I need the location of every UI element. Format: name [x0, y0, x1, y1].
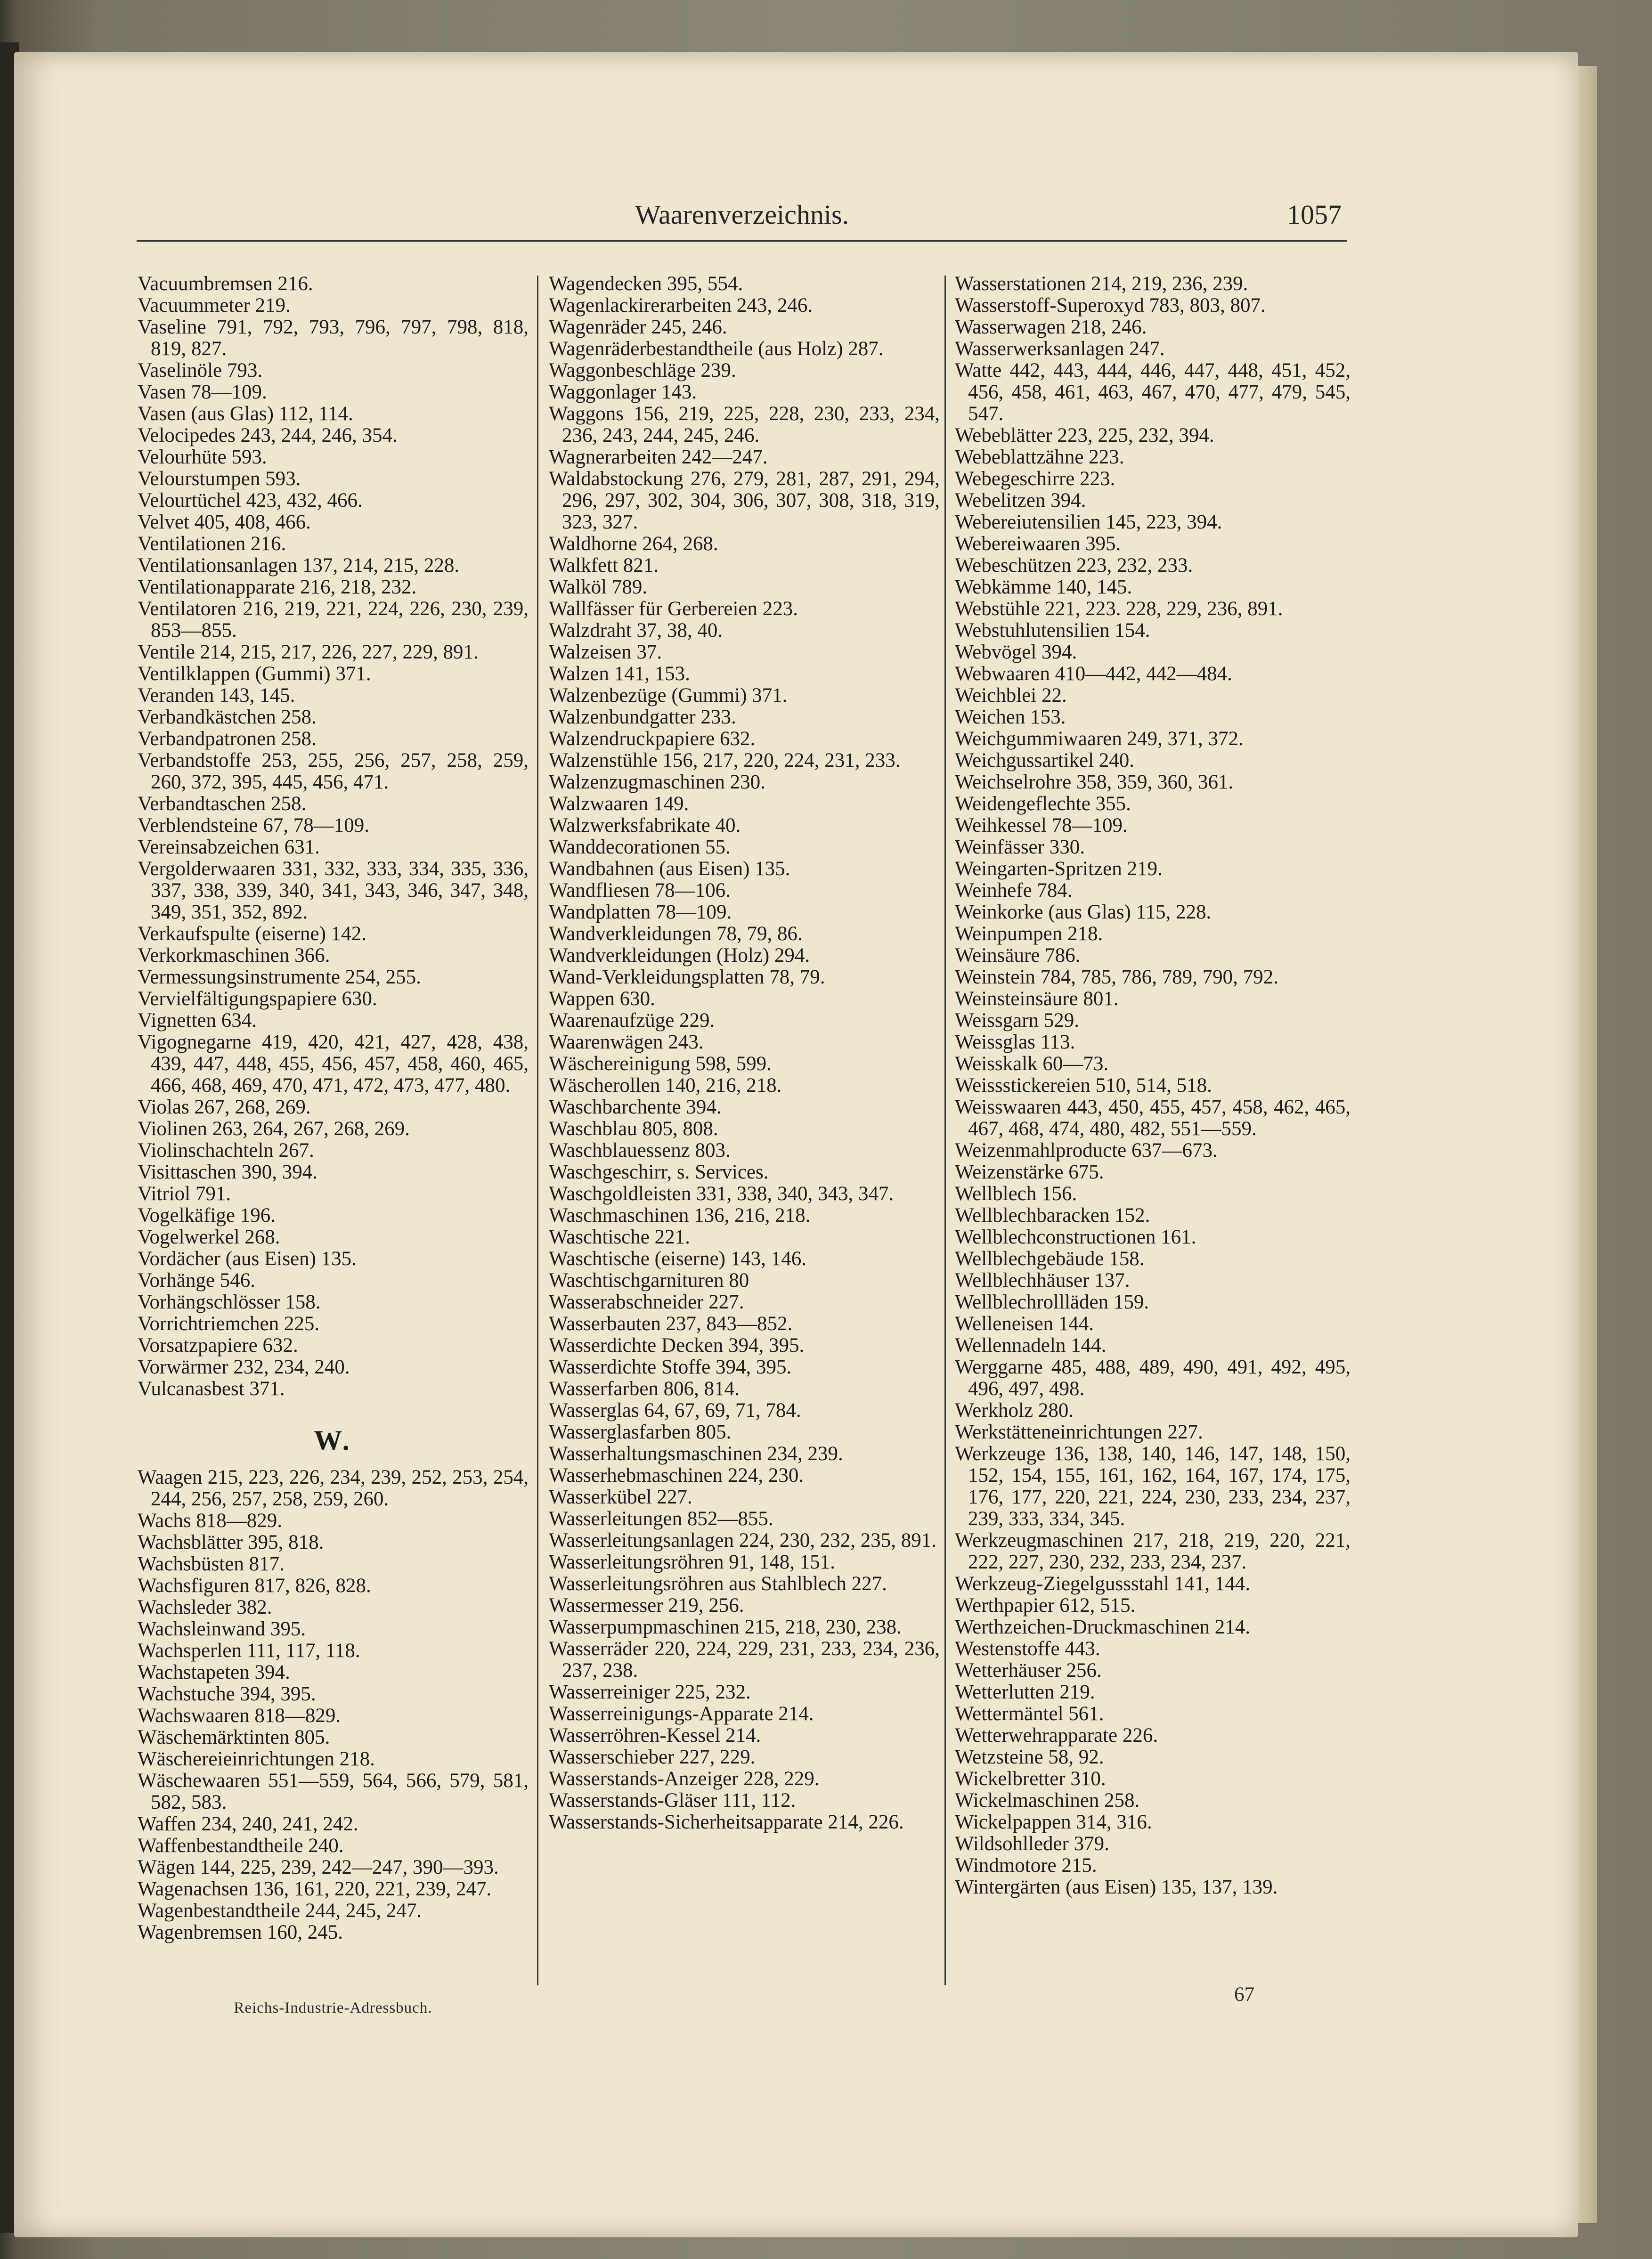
index-entry: Wellblechconstructionen 161. — [955, 1226, 1196, 1248]
index-entry: Wäscherollen 140, 216, 218. — [549, 1074, 782, 1097]
index-entry: Verbandkästchen 258. — [138, 706, 317, 728]
index-entry: Wallfässer für Gerbereien 223. — [549, 598, 798, 620]
index-entry: Wasserstands-Anzeiger 228, 229. — [549, 1768, 820, 1790]
index-entry: Wellblechhäuser 137. — [955, 1269, 1130, 1292]
index-entry: Walzwerksfabrikate 40. — [549, 814, 741, 837]
index-entry: Wasserglasfarben 805. — [549, 1421, 732, 1443]
index-entry: Vergolderwaaren 331, 332, 333, 334, 335, 336, 337, 338, 339, 340, 341, 343, 346, 347, 348, 349, 351, 352, 892. — [138, 858, 529, 923]
index-entry: Wagnerarbeiten 242—247. — [549, 446, 768, 468]
index-entry: Wasserstoff-Superoxyd 783, 803, 807. — [955, 294, 1266, 317]
index-entry: Weingarten-Spritzen 219. — [955, 858, 1163, 880]
index-entry: Weissgarn 529. — [955, 1009, 1080, 1032]
index-entry: Vermessungsinstrumente 254, 255. — [138, 966, 421, 988]
index-entry: Waschgeschirr, s. Services. — [549, 1161, 769, 1183]
index-entry: Waschtische (eiserne) 143, 146. — [549, 1248, 806, 1270]
index-entry: Weidengeflechte 355. — [955, 793, 1131, 815]
index-entry: Walkfett 821. — [549, 554, 659, 577]
index-entry: Violinschachteln 267. — [138, 1139, 314, 1162]
index-entry: Weinhefe 784. — [955, 879, 1073, 902]
index-entry: Wasserhaltungsmaschinen 234, 239. — [549, 1443, 843, 1465]
index-entry: Wachsleinwand 395. — [138, 1618, 306, 1640]
index-entry: Wasserstands-Sicherheitsapparate 214, 226. — [549, 1811, 904, 1833]
index-entry: Wintergärten (aus Eisen) 135, 137, 139. — [955, 1876, 1278, 1898]
index-entry: Wickelpappen 314, 316. — [955, 1811, 1152, 1833]
index-entry: Waschtischgarnituren 80 — [549, 1269, 749, 1292]
index-entry: Weisskalk 60—73. — [955, 1053, 1109, 1075]
index-entry: Westenstoffe 443. — [955, 1638, 1100, 1660]
index-entry: Webstuhlutensilien 154. — [955, 619, 1150, 642]
index-entry: Wäschewaaren 551—559, 564, 566, 579, 581, 582, 583. — [138, 1770, 529, 1813]
index-entry: Wäschemärktinten 805. — [138, 1726, 330, 1748]
index-column-2 — [549, 273, 940, 1833]
index-entry: Weissstickereien 510, 514, 518. — [955, 1074, 1212, 1097]
index-entry: Vorhänge 546. — [138, 1269, 256, 1292]
index-entry: Werkzeuge 136, 138, 140, 146, 147, 148, 150, 152, 154, 155, 161, 162, 164, 167, 174, 175, 176, 177, 220, 221, 224, 230, 233, 234, 237, 239, 333, 334, 345. — [955, 1443, 1351, 1530]
index-entry: Wachsbüsten 817. — [138, 1553, 285, 1575]
index-entry: Weichgussartikel 240. — [955, 749, 1135, 772]
index-entry: Welleneisen 144. — [955, 1313, 1094, 1335]
index-entry: Wellblechgebäude 158. — [955, 1248, 1145, 1270]
index-entry: Violas 267, 268, 269. — [138, 1096, 311, 1118]
index-entry: Vacuummeter 219. — [138, 294, 291, 317]
sheet-signature-number: 67 — [1234, 1983, 1254, 2006]
index-entry: Webeschützen 223, 232, 233. — [955, 554, 1193, 577]
index-entry: Wasserwagen 218, 246. — [955, 316, 1147, 338]
index-entry: Webelitzen 394. — [955, 489, 1086, 512]
index-entry: Vorsatzpapiere 632. — [138, 1334, 298, 1357]
index-entry: Vorhängschlösser 158. — [138, 1291, 321, 1313]
index-entry: Wassermesser 219, 256. — [549, 1594, 744, 1617]
index-entry: Weichen 153. — [955, 706, 1066, 728]
index-entry: Waggonbeschläge 239. — [549, 359, 736, 382]
index-entry: Weisswaaren 443, 450, 455, 457, 458, 462, 465, 467, 468, 474, 480, 482, 551—559. — [955, 1096, 1351, 1140]
index-entry: Walzen 141, 153. — [549, 663, 690, 685]
index-entry: Walzenstühle 156, 217, 220, 224, 231, 233. — [549, 749, 901, 772]
index-entry: Wasserreiniger 225, 232. — [549, 1681, 751, 1703]
footer-publication-note: Reichs-Industrie-Adressbuch. — [234, 1999, 432, 2016]
index-entry: Walzenzugmaschinen 230. — [549, 771, 765, 793]
index-entry: Wetterwehrapparate 226. — [955, 1724, 1158, 1747]
index-entry: Wasserstationen 214, 219, 236, 239. — [955, 273, 1248, 295]
index-entry: Weinkorke (aus Glas) 115, 228. — [955, 901, 1212, 923]
index-entry: Ventile 214, 215, 217, 226, 227, 229, 891. — [138, 641, 479, 663]
index-entry: Waldhorne 264, 268. — [549, 533, 718, 555]
index-entry: Veranden 143, 145. — [138, 684, 295, 707]
index-entry: Wachs 818—829. — [138, 1510, 283, 1532]
index-entry: Wagenachsen 136, 161, 220, 221, 239, 247. — [138, 1878, 492, 1900]
index-entry: Waschblau 805, 808. — [549, 1118, 718, 1140]
index-entry: Waggonlager 143. — [549, 381, 697, 403]
index-entry: Werkstätteneinrichtungen 227. — [955, 1421, 1203, 1443]
index-entry: Wasserröhren-Kessel 214. — [549, 1724, 761, 1747]
index-entry: Wachstapeten 394. — [138, 1661, 290, 1683]
index-entry: Wandbahnen (aus Eisen) 135. — [549, 858, 790, 880]
index-entry: Vulcanasbest 371. — [138, 1378, 285, 1400]
index-entry: Velourtüchel 423, 432, 466. — [138, 489, 363, 512]
index-entry: Wand-Verkleidungsplatten 78, 79. — [549, 966, 825, 988]
index-entry: Waarenwägen 243. — [549, 1031, 704, 1053]
index-entry: Waschblauessenz 803. — [549, 1139, 731, 1162]
index-entry: Wanddecorationen 55. — [549, 836, 731, 858]
index-entry: Wasserleitungen 852—855. — [549, 1508, 773, 1530]
index-entry: Velourhüte 593. — [138, 446, 267, 468]
index-entry: Webereiwaaren 395. — [955, 533, 1121, 555]
column-divider — [537, 276, 538, 1985]
index-entry: Wagenlackirerarbeiten 243, 246. — [549, 294, 813, 317]
index-entry: Vervielfältigungspapiere 630. — [138, 988, 377, 1010]
index-entry: Vordächer (aus Eisen) 135. — [138, 1248, 357, 1270]
index-entry: Wasserleitungsröhren aus Stahlblech 227. — [549, 1573, 887, 1595]
index-entry: Wasserfarben 806, 814. — [549, 1378, 740, 1400]
index-entry: Wellennadeln 144. — [955, 1334, 1107, 1357]
index-entry: Wasserleitungsröhren 91, 148, 151. — [549, 1551, 835, 1573]
index-entry: Wasserglas 64, 67, 69, 71, 784. — [549, 1399, 801, 1422]
index-entry: Wasserkübel 227. — [549, 1486, 692, 1508]
index-entry: Vigognegarne 419, 420, 421, 427, 428, 438, 439, 447, 448, 455, 456, 457, 458, 460, 465, 466, 468, 469, 470, 471, 472, 473, 477, 480. — [138, 1031, 529, 1097]
index-entry: Wickelmaschinen 258. — [955, 1789, 1140, 1812]
index-entry: Waffen 234, 240, 241, 242. — [138, 1813, 358, 1835]
index-entry: Waschmaschinen 136, 216, 218. — [549, 1204, 811, 1227]
index-entry: Weinfässer 330. — [955, 836, 1085, 858]
index-entry: Waschbarchente 394. — [549, 1096, 722, 1118]
index-entry: Wasserreinigungs-Apparate 214. — [549, 1703, 814, 1725]
index-entry: Wachstuche 394, 395. — [138, 1683, 316, 1705]
index-entry: Waschtische 221. — [549, 1226, 690, 1248]
index-entry: Wachswaaren 818—829. — [138, 1705, 341, 1727]
index-entry: Wasserabschneider 227. — [549, 1291, 744, 1313]
index-entry: Wagenbestandtheile 244, 245, 247. — [138, 1900, 422, 1922]
index-entry: Weinsäure 786. — [955, 944, 1081, 967]
index-entry: Weichblei 22. — [955, 684, 1067, 707]
index-entry: Weinsteinsäure 801. — [955, 988, 1119, 1010]
index-entry: Webeblätter 223, 225, 232, 394. — [955, 424, 1214, 447]
index-entry: Weizenstärke 675. — [955, 1161, 1104, 1183]
index-entry: Waggons 156, 219, 225, 228, 230, 233, 234, 236, 243, 244, 245, 246. — [549, 403, 940, 447]
index-entry: Ventilklappen (Gummi) 371. — [138, 663, 371, 685]
index-entry: Wasserwerksanlagen 247. — [955, 338, 1165, 360]
index-entry: Wickelbretter 310. — [955, 1768, 1106, 1790]
index-entry: Ventilationsanlagen 137, 214, 215, 228. — [138, 554, 460, 577]
index-entry: Werkholz 280. — [955, 1399, 1074, 1422]
index-entry: Verbandstoffe 253, 255, 256, 257, 258, 259, 260, 372, 395, 445, 456, 471. — [138, 749, 529, 793]
index-entry: Ventilationapparate 216, 218, 232. — [138, 576, 417, 598]
index-entry: Webeblattzähne 223. — [955, 446, 1124, 468]
page-title: Waarenverzeichnis. — [635, 199, 849, 230]
index-entry: Windmotore 215. — [955, 1854, 1097, 1877]
index-entry: Ventilationen 216. — [138, 533, 286, 555]
index-entry: Wäschereinigung 598, 599. — [549, 1053, 772, 1075]
index-entry: Wetterlutten 219. — [955, 1681, 1095, 1703]
index-entry: Weichselrohre 358, 359, 360, 361. — [955, 771, 1234, 793]
index-entry: Wellblechrollläden 159. — [955, 1291, 1149, 1313]
index-entry: Wandplatten 78—109. — [549, 901, 732, 923]
index-entry: Verblendsteine 67, 78—109. — [138, 814, 370, 837]
index-entry: Walzenbundgatter 233. — [549, 706, 736, 728]
index-entry: Vacuumbremsen 216. — [138, 273, 313, 295]
index-entry: Vogelwerkel 268. — [138, 1226, 280, 1248]
index-entry: Wasserräder 220, 224, 229, 231, 233, 234, 236, 237, 238. — [549, 1638, 940, 1682]
index-entry: Wasserdichte Stoffe 394, 395. — [549, 1356, 792, 1378]
index-entry: Waldabstockung 276, 279, 281, 287, 291, 294, 296, 297, 302, 304, 306, 307, 308, 318, 319, 323, 327. — [549, 468, 940, 533]
index-entry: Vaseline 791, 792, 793, 796, 797, 798, 818, 819, 827. — [138, 316, 529, 360]
index-entry: Ventilatoren 216, 219, 221, 224, 226, 230, 239, 853—855. — [138, 598, 529, 642]
index-entry: Webkämme 140, 145. — [955, 576, 1132, 598]
index-entry: Wellblechbaracken 152. — [955, 1204, 1150, 1227]
index-entry: Webwaaren 410—442, 442—484. — [955, 663, 1232, 685]
index-entry: Waffenbestandtheile 240. — [138, 1835, 344, 1857]
index-entry: Weizenmahlproducte 637—673. — [955, 1139, 1218, 1162]
index-entry: Walzeisen 37. — [549, 641, 662, 663]
index-entry: Wagenräderbestandtheile (aus Holz) 287. — [549, 338, 884, 360]
index-entry: Wasserleitungsanlagen 224, 230, 232, 235, 891. — [549, 1529, 936, 1552]
index-entry: Walzdraht 37, 38, 40. — [549, 619, 723, 642]
index-entry: Watte 442, 443, 444, 446, 447, 448, 451, 452, 456, 458, 461, 463, 467, 470, 477, 479, 545, 547. — [955, 359, 1351, 425]
index-entry: Wäschereieinrichtungen 218. — [138, 1748, 375, 1770]
index-entry: Weichgummiwaaren 249, 371, 372. — [955, 728, 1244, 750]
index-entry: Webstühle 221, 223. 228, 229, 236, 891. — [955, 598, 1283, 620]
index-entry: Wagendecken 395, 554. — [549, 273, 743, 295]
index-entry: Vignetten 634. — [138, 1009, 257, 1032]
index-entry: Walköl 789. — [549, 576, 648, 598]
index-entry: Wappen 630. — [549, 988, 655, 1010]
index-entry: Verbandpatronen 258. — [138, 728, 317, 750]
index-entry: Verkorkmaschinen 366. — [138, 944, 330, 967]
index-entry: Vorwärmer 232, 234, 240. — [138, 1356, 350, 1378]
index-entry: Webegeschirre 223. — [955, 468, 1115, 490]
index-entry: Wandfliesen 78—106. — [549, 879, 731, 902]
index-entry: Wachsperlen 111, 117, 118. — [138, 1640, 360, 1662]
index-entry: Waagen 215, 223, 226, 234, 239, 252, 253, 254, 244, 256, 257, 258, 259, 260. — [138, 1466, 529, 1510]
index-entry: Webereiutensilien 145, 223, 394. — [955, 511, 1222, 533]
index-entry: Vitriol 791. — [138, 1183, 231, 1205]
index-entry: Walzenbezüge (Gummi) 371. — [549, 684, 788, 707]
index-entry: Wasserstands-Gläser 111, 112. — [549, 1789, 796, 1812]
index-column-3 — [955, 273, 1351, 1898]
index-entry: Wachsfiguren 817, 826, 828. — [138, 1575, 371, 1597]
index-entry: Velourstumpen 593. — [138, 468, 301, 490]
index-entry: Violinen 263, 264, 267, 268, 269. — [138, 1118, 410, 1140]
index-entry: Vasen (aus Glas) 112, 114. — [138, 403, 353, 425]
index-entry: Werggarne 485, 488, 489, 490, 491, 492, 495, 496, 497, 498. — [955, 1356, 1351, 1400]
index-entry: Waschgoldleisten 331, 338, 340, 343, 347. — [549, 1183, 894, 1205]
index-entry: Weinstein 784, 785, 786, 789, 790, 792. — [955, 966, 1278, 988]
index-entry: Weihkessel 78—109. — [955, 814, 1128, 837]
index-entry: Wettermäntel 561. — [955, 1703, 1104, 1725]
index-entry: Walzendruckpapiere 632. — [549, 728, 756, 750]
index-entry: Werthpapier 612, 515. — [955, 1594, 1136, 1617]
index-entry: Wellblech 156. — [955, 1183, 1077, 1205]
index-entry: Wasserbauten 237, 843—852. — [549, 1313, 793, 1335]
index-entry: Wandverkleidungen 78, 79, 86. — [549, 923, 803, 945]
index-entry: Wasserhebmaschinen 224, 230. — [549, 1464, 804, 1487]
index-column-1 — [138, 273, 529, 1943]
index-entry: Velocipedes 243, 244, 246, 354. — [138, 424, 398, 447]
index-entry: Wetterhäuser 256. — [955, 1659, 1102, 1682]
index-entry: Vereinsabzeichen 631. — [138, 836, 320, 858]
index-entry: Wachsleder 382. — [138, 1596, 272, 1618]
index-entry: Wasserdichte Decken 394, 395. — [549, 1334, 805, 1357]
page-header — [137, 193, 1347, 242]
index-entry: Weissglas 113. — [955, 1031, 1075, 1053]
index-entry: Walzwaaren 149. — [549, 793, 689, 815]
index-entry: Weinpumpen 218. — [955, 923, 1103, 945]
index-entry: Wandverkleidungen (Holz) 294. — [549, 944, 810, 967]
index-entry: Vasen 78—109. — [138, 381, 267, 403]
index-entry: Wagenbremsen 160, 245. — [138, 1921, 343, 1943]
index-entry: Wägen 144, 225, 239, 242—247, 390—393. — [138, 1856, 499, 1878]
index-entry: Werkzeugmaschinen 217, 218, 219, 220, 221, 222, 227, 230, 232, 233, 234, 237. — [955, 1529, 1351, 1573]
index-entry: Wasserpumpmaschinen 215, 218, 230, 238. — [549, 1616, 902, 1638]
index-entry: Visittaschen 390, 394. — [138, 1161, 317, 1183]
index-entry: Velvet 405, 408, 466. — [138, 511, 311, 533]
column-divider — [944, 276, 946, 1985]
index-entry: Werthzeichen-Druckmaschinen 214. — [955, 1616, 1250, 1638]
index-entry: Wagenräder 245, 246. — [549, 316, 727, 338]
index-entry: Vaselinöle 793. — [138, 359, 263, 382]
index-entry: Webvögel 394. — [955, 641, 1077, 663]
index-entry: Verkaufspulte (eiserne) 142. — [138, 923, 366, 945]
section-letter-heading: W. — [314, 1425, 352, 1456]
index-entry: Vogelkäfige 196. — [138, 1204, 276, 1227]
index-entry: Wildsohlleder 379. — [955, 1833, 1109, 1855]
index-entry: Wasserschieber 227, 229. — [549, 1746, 756, 1768]
page-number: 1057 — [1287, 199, 1342, 230]
index-entry: Vorrichtriemchen 225. — [138, 1313, 320, 1335]
index-entry: Werkzeug-Ziegelgussstahl 141, 144. — [955, 1573, 1251, 1595]
index-entry: Wetzsteine 58, 92. — [955, 1746, 1104, 1768]
index-entry: Verbandtaschen 258. — [138, 793, 307, 815]
index-entry: Wachsblätter 395, 818. — [138, 1531, 324, 1553]
index-entry: Waarenaufzüge 229. — [549, 1009, 715, 1032]
